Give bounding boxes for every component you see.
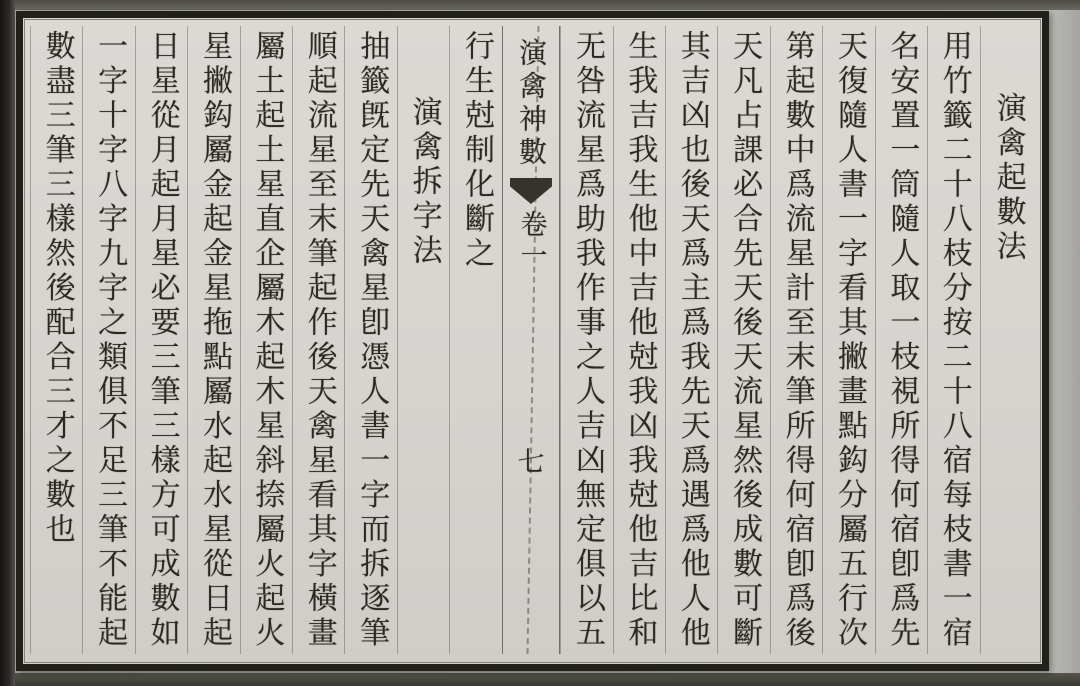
text-column: 數盡三筆三樣然後配合三才之數也: [30, 26, 82, 654]
text-column: 日星從月起月星必要三筆三樣方可成數如: [135, 26, 187, 654]
text-column: 天復隨人書一字看其撇畫點鈎分屬五行次: [822, 26, 874, 654]
fishtail-mark: [510, 178, 552, 204]
text-column: 星撇鈎屬金起金星拖點屬水起水星從日起: [187, 26, 239, 654]
book-title: 演禽神數: [514, 38, 548, 170]
text-column: 一字十字八字九字之類俱不足三筆不能起: [82, 26, 134, 654]
scan-edge-bottom: [0, 673, 1080, 686]
text-column: 无咎流星爲助我作事之人吉凶無定俱以五: [560, 26, 612, 654]
text-column: 名安置一筒隨人取一枝視所得何宿卽爲先: [875, 26, 927, 654]
text-column: 生我吉我生他中吉他尅我凶我尅他吉比和: [613, 26, 665, 654]
text-column: 用竹籤二十八枝分按二十八宿每枝書一宿: [927, 26, 979, 654]
text-column: 順起流星至末筆起作後天禽星看其字橫畫: [292, 26, 344, 654]
section-title-column: 演禽拆字法: [397, 26, 449, 654]
text-column: 抽籤旣定先天禽星卽憑人書一字而拆逐筆: [344, 26, 396, 654]
text-column: 其吉凶也後天爲主爲我先天爲遇爲他人他: [665, 26, 717, 654]
scan-edge-top: [0, 0, 1080, 10]
text-column: 天凡占課必合先天後天流星然後成數可斷: [717, 26, 769, 654]
page-number: 七: [517, 447, 545, 478]
chapter-title-column: 演禽起數法: [980, 26, 1036, 654]
volume-label: 卷一: [515, 210, 547, 272]
text-column: 行生尅制化斷之: [449, 26, 501, 654]
fold-column: [502, 26, 561, 654]
page-inner-border: [24, 19, 1041, 663]
scan-edge-left: [0, 0, 15, 686]
page-frame: [16, 11, 1049, 671]
text-column: 屬土起土星直企屬木起木星斜捺屬火起火: [240, 26, 292, 654]
text-column: 第起數中爲流星計至末筆所得何宿卽爲後: [770, 26, 822, 654]
text-columns: [30, 26, 1035, 654]
